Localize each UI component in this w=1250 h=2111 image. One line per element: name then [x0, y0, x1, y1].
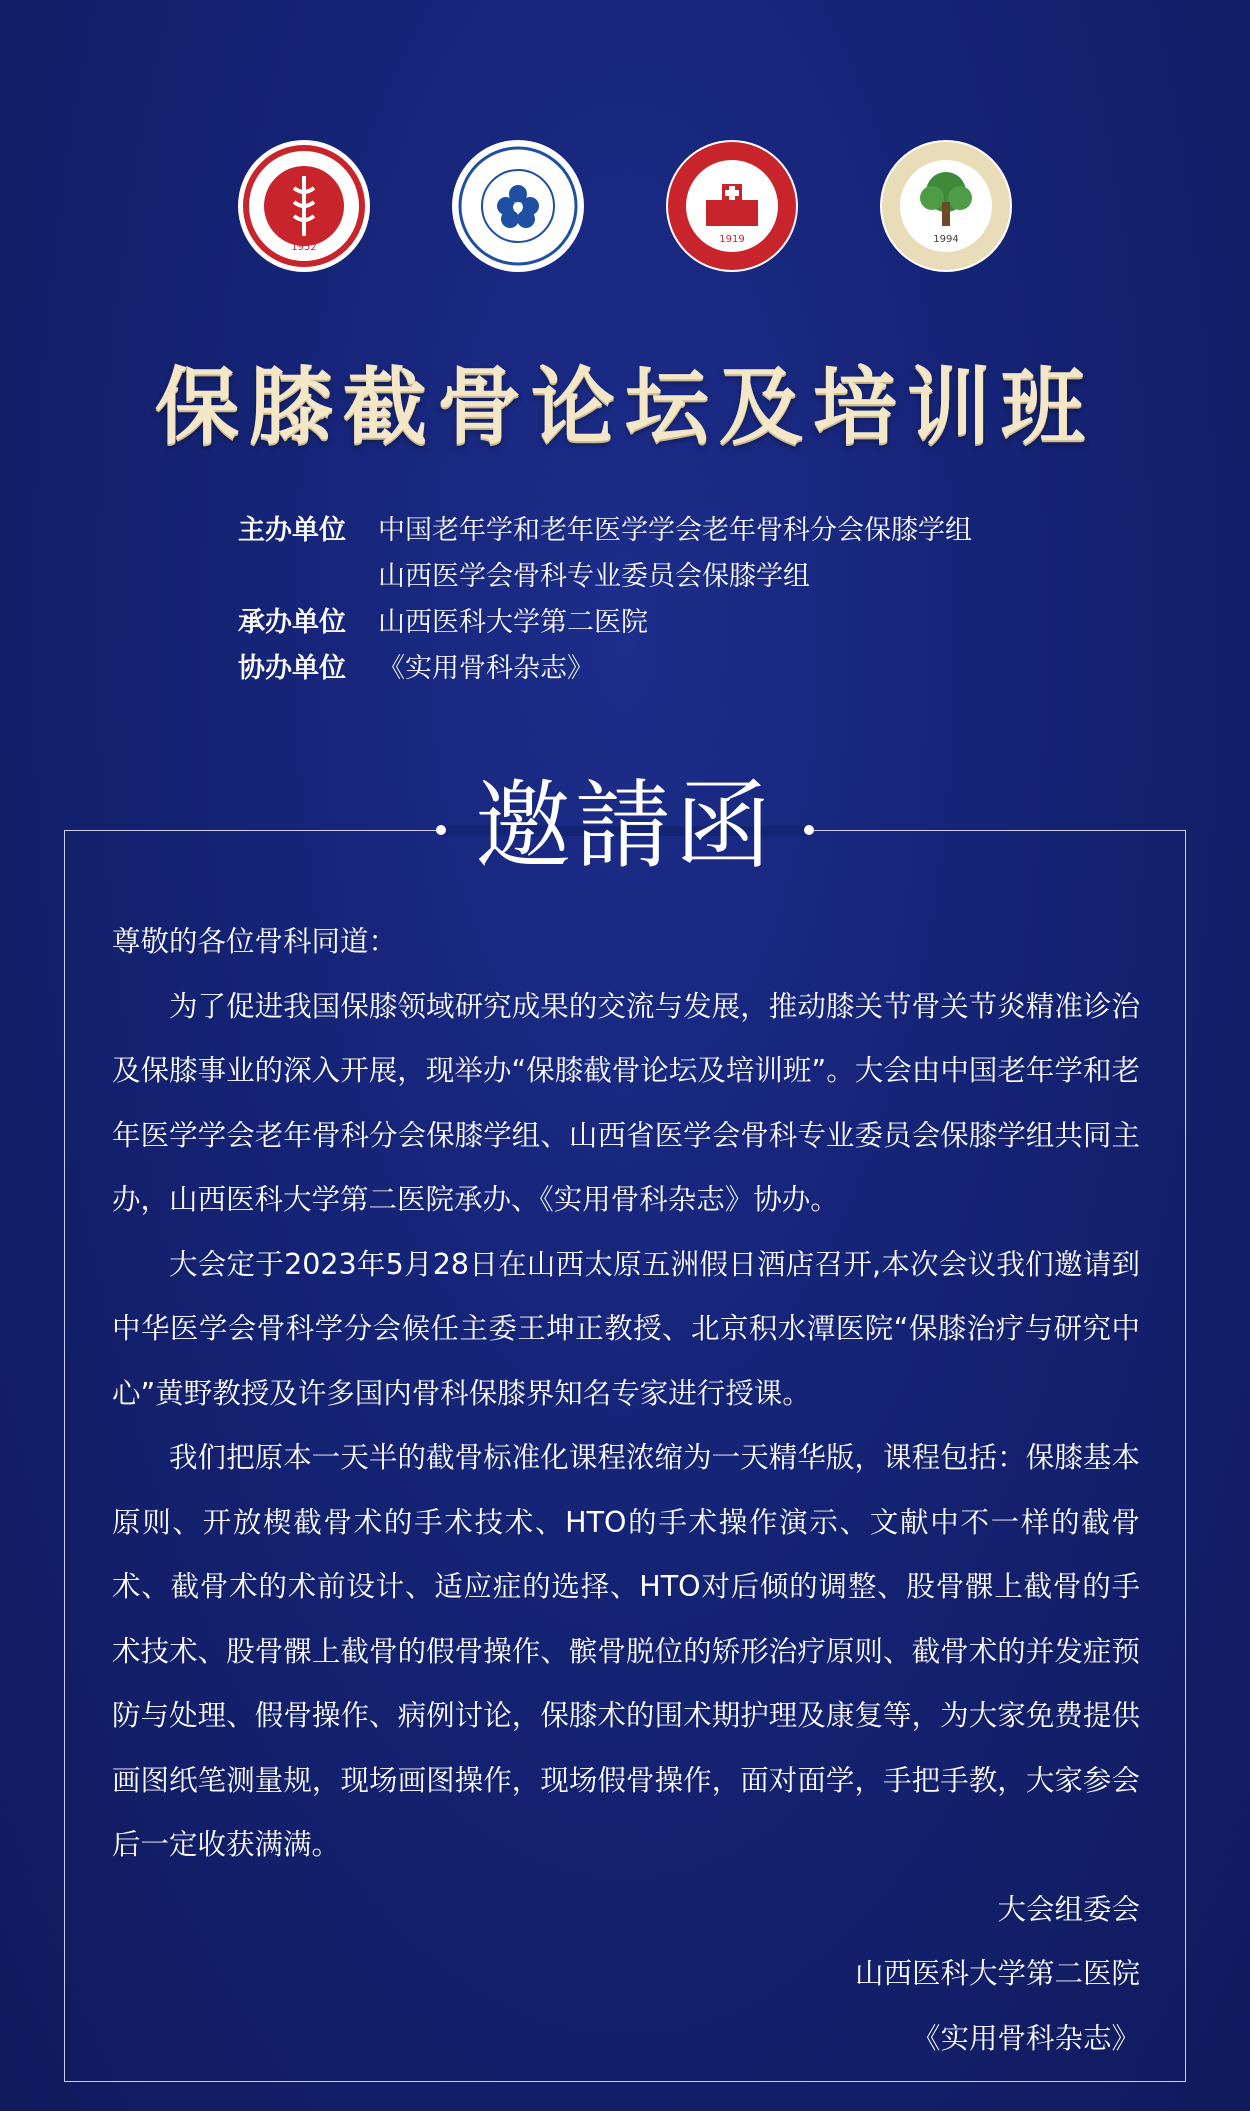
- logo-year: 1994: [933, 234, 959, 245]
- shanxi-medical-association-logo: [238, 140, 370, 272]
- china-association-gerontology-logo: [452, 140, 584, 272]
- organizer-value: 《实用骨科杂志》: [378, 653, 594, 684]
- organizer-label: 协办单位: [238, 653, 346, 684]
- letter-paragraph: 我们把原本一天半的截骨标准化课程浓缩为一天精华版，课程包括：保膝基本原则、开放楔截骨术的手术技术、HTO的手术操作演示、文献中不一样的截骨术、截骨术的术前设计、适应症的选择、HTO对后倾的调整、股骨髁上截骨的手术技术、股骨髁上截骨的假骨操作、髌骨脱位的矫形治疗原则、截骨术的并发症预防与处理、假骨操作、病例讨论，保膝术的围术期护理及康复等，为大家免费提供画图纸笔测量规，现场画图操作，现场假骨操作，面对面学，手把手教，大家参会后一定收获满满。: [112, 1441, 1140, 1861]
- organizer-row-coorganizer: [238, 646, 1058, 692]
- organizer-row-undertaker: [238, 600, 1058, 646]
- organizer-value: 山西医学会骨科专业委员会保膝学组: [378, 561, 810, 592]
- letter-greeting: 尊敬的各位骨科同道：: [112, 925, 398, 958]
- signoff-line: 大会组委会: [997, 1892, 1140, 1926]
- organizer-value: 中国老年学和老年医学学会老年骨科分会保膝学组: [378, 515, 972, 546]
- logo-year: 1919: [719, 234, 745, 245]
- organizer-label: 承办单位: [238, 607, 346, 638]
- signoff-line: 山西医科大学第二医院: [854, 1957, 1140, 1990]
- page-title: 保膝截骨论坛及培训班: [154, 357, 1095, 456]
- frame-dot-right: [804, 825, 814, 835]
- logo-year: 1952: [291, 242, 317, 253]
- invitation-title: 邀請函: [475, 770, 775, 882]
- second-hospital-shanxi-medical-university-logo: [666, 140, 798, 272]
- organizer-row-host: [238, 508, 1058, 600]
- organizer-value: 山西医科大学第二医院: [378, 607, 648, 638]
- journal-practical-orthopaedics-logo: [880, 140, 1012, 272]
- organizer-list: [238, 508, 1058, 692]
- signoff-line: 《实用骨科杂志》: [911, 2021, 1140, 2055]
- invitation-letter: [112, 910, 1140, 2071]
- logo-row: [0, 140, 1250, 272]
- letter-paragraph: 大会定于2023年5月28日在山西太原五洲假日酒店召开,本次会议我们邀请到中华医学会骨科学分会候任主委王坤正教授、北京积水潭医院“保膝治疗与研究中心”黄野教授及许多国内骨科保膝界知名专家进行授课。: [112, 1247, 1140, 1410]
- frame-dot-left: [436, 825, 446, 835]
- letter-paragraph: 为了促进我国保膝领域研究成果的交流与发展，推动膝关节骨关节炎精准诊治及保膝事业的深入开展，现举办“保膝截骨论坛及培训班”。大会由中国老年学和老年医学学会老年骨科分会保膝学组、山西省医学会骨科专业委员会保膝学组共同主办，山西医科大学第二医院承办、《实用骨科杂志》协办。: [112, 989, 1140, 1216]
- organizer-label: 主办单位: [238, 515, 346, 546]
